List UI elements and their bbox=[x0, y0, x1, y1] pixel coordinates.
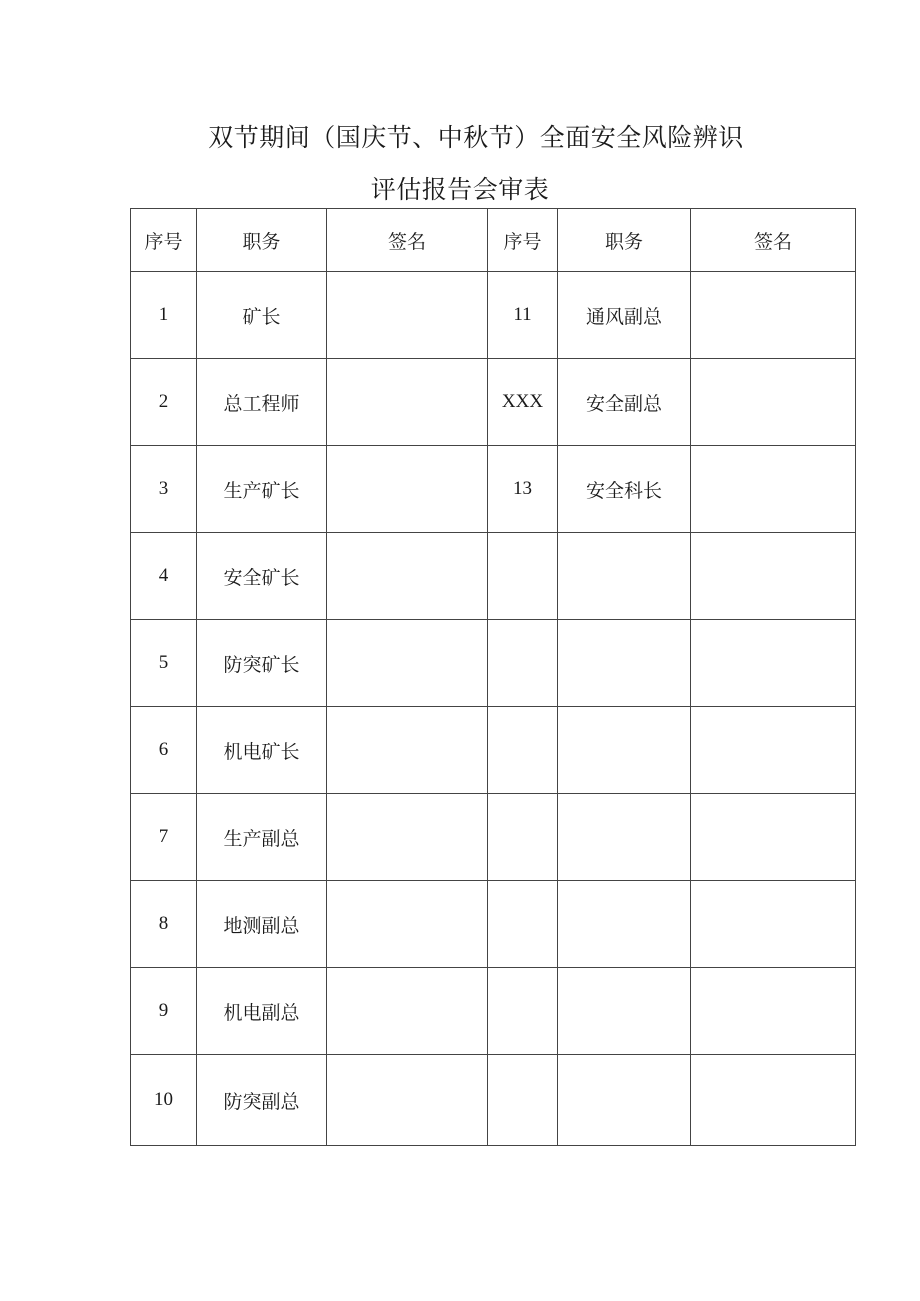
table-row bbox=[131, 707, 856, 794]
table-row bbox=[131, 968, 856, 1055]
signature-cell[interactable] bbox=[327, 533, 488, 620]
position-cell: 矿长 bbox=[197, 272, 327, 359]
signature-cell[interactable] bbox=[327, 359, 488, 446]
serial-number-cell bbox=[488, 968, 558, 1055]
serial-number-cell: 3 bbox=[131, 446, 197, 533]
header-position-right: 职务 bbox=[558, 209, 691, 272]
review-sign-off-table bbox=[130, 208, 856, 1146]
signature-cell[interactable] bbox=[327, 1055, 488, 1146]
position-cell: 机电副总 bbox=[197, 968, 327, 1055]
serial-number-cell bbox=[488, 794, 558, 881]
position-cell bbox=[558, 968, 691, 1055]
serial-number-cell: 7 bbox=[131, 794, 197, 881]
table-row bbox=[131, 620, 856, 707]
position-cell: 防突矿长 bbox=[197, 620, 327, 707]
signature-cell[interactable] bbox=[327, 446, 488, 533]
table-row bbox=[131, 359, 856, 446]
table-row bbox=[131, 446, 856, 533]
document-title-line-1: 双节期间（国庆节、中秋节）全面安全风险辨识 bbox=[208, 123, 744, 152]
position-cell: 安全副总 bbox=[558, 359, 691, 446]
table-row bbox=[131, 881, 856, 968]
position-cell bbox=[558, 533, 691, 620]
signature-cell[interactable] bbox=[691, 533, 856, 620]
position-cell bbox=[558, 881, 691, 968]
position-cell: 通风副总 bbox=[558, 272, 691, 359]
position-cell: 生产矿长 bbox=[197, 446, 327, 533]
position-cell bbox=[558, 794, 691, 881]
serial-number-cell: 6 bbox=[131, 707, 197, 794]
serial-number-cell: 11 bbox=[488, 272, 558, 359]
position-cell bbox=[558, 620, 691, 707]
position-cell: 防突副总 bbox=[197, 1055, 327, 1146]
header-signature-right: 签名 bbox=[691, 209, 856, 272]
serial-number-cell: 9 bbox=[131, 968, 197, 1055]
serial-number-cell: 13 bbox=[488, 446, 558, 533]
header-position-left: 职务 bbox=[197, 209, 327, 272]
serial-number-cell: 10 bbox=[131, 1055, 197, 1146]
signature-cell[interactable] bbox=[327, 794, 488, 881]
table-body bbox=[131, 272, 856, 1146]
serial-number-cell: 4 bbox=[131, 533, 197, 620]
signature-cell[interactable] bbox=[691, 1055, 856, 1146]
position-cell: 机电矿长 bbox=[197, 707, 327, 794]
signature-cell[interactable] bbox=[691, 794, 856, 881]
header-serial-number-left: 序号 bbox=[131, 209, 197, 272]
table-row bbox=[131, 533, 856, 620]
signature-cell[interactable] bbox=[327, 881, 488, 968]
table-row bbox=[131, 272, 856, 359]
signature-cell[interactable] bbox=[327, 968, 488, 1055]
serial-number-cell bbox=[488, 533, 558, 620]
position-cell: 总工程师 bbox=[197, 359, 327, 446]
serial-number-cell bbox=[488, 1055, 558, 1146]
signature-cell[interactable] bbox=[691, 881, 856, 968]
position-cell: 安全矿长 bbox=[197, 533, 327, 620]
serial-number-cell: 5 bbox=[131, 620, 197, 707]
signature-cell[interactable] bbox=[691, 359, 856, 446]
position-cell: 地测副总 bbox=[197, 881, 327, 968]
serial-number-cell: XXX bbox=[488, 359, 558, 446]
position-cell: 安全科长 bbox=[558, 446, 691, 533]
serial-number-cell: 1 bbox=[131, 272, 197, 359]
position-cell: 生产副总 bbox=[197, 794, 327, 881]
serial-number-cell bbox=[488, 707, 558, 794]
position-cell bbox=[558, 707, 691, 794]
signature-cell[interactable] bbox=[691, 272, 856, 359]
table-header-row bbox=[131, 209, 856, 272]
header-serial-number-right: 序号 bbox=[488, 209, 558, 272]
signature-cell[interactable] bbox=[327, 272, 488, 359]
signature-cell[interactable] bbox=[691, 620, 856, 707]
signature-cell[interactable] bbox=[327, 707, 488, 794]
header-signature-left: 签名 bbox=[327, 209, 488, 272]
serial-number-cell: 2 bbox=[131, 359, 197, 446]
signature-cell[interactable] bbox=[691, 968, 856, 1055]
position-cell bbox=[558, 1055, 691, 1146]
serial-number-cell bbox=[488, 881, 558, 968]
signature-cell[interactable] bbox=[691, 707, 856, 794]
table-row bbox=[131, 1055, 856, 1146]
signature-cell[interactable] bbox=[327, 620, 488, 707]
document-title-line-2: 评估报告会审表 bbox=[370, 175, 550, 204]
serial-number-cell: 8 bbox=[131, 881, 197, 968]
signature-cell[interactable] bbox=[691, 446, 856, 533]
table-row bbox=[131, 794, 856, 881]
serial-number-cell bbox=[488, 620, 558, 707]
